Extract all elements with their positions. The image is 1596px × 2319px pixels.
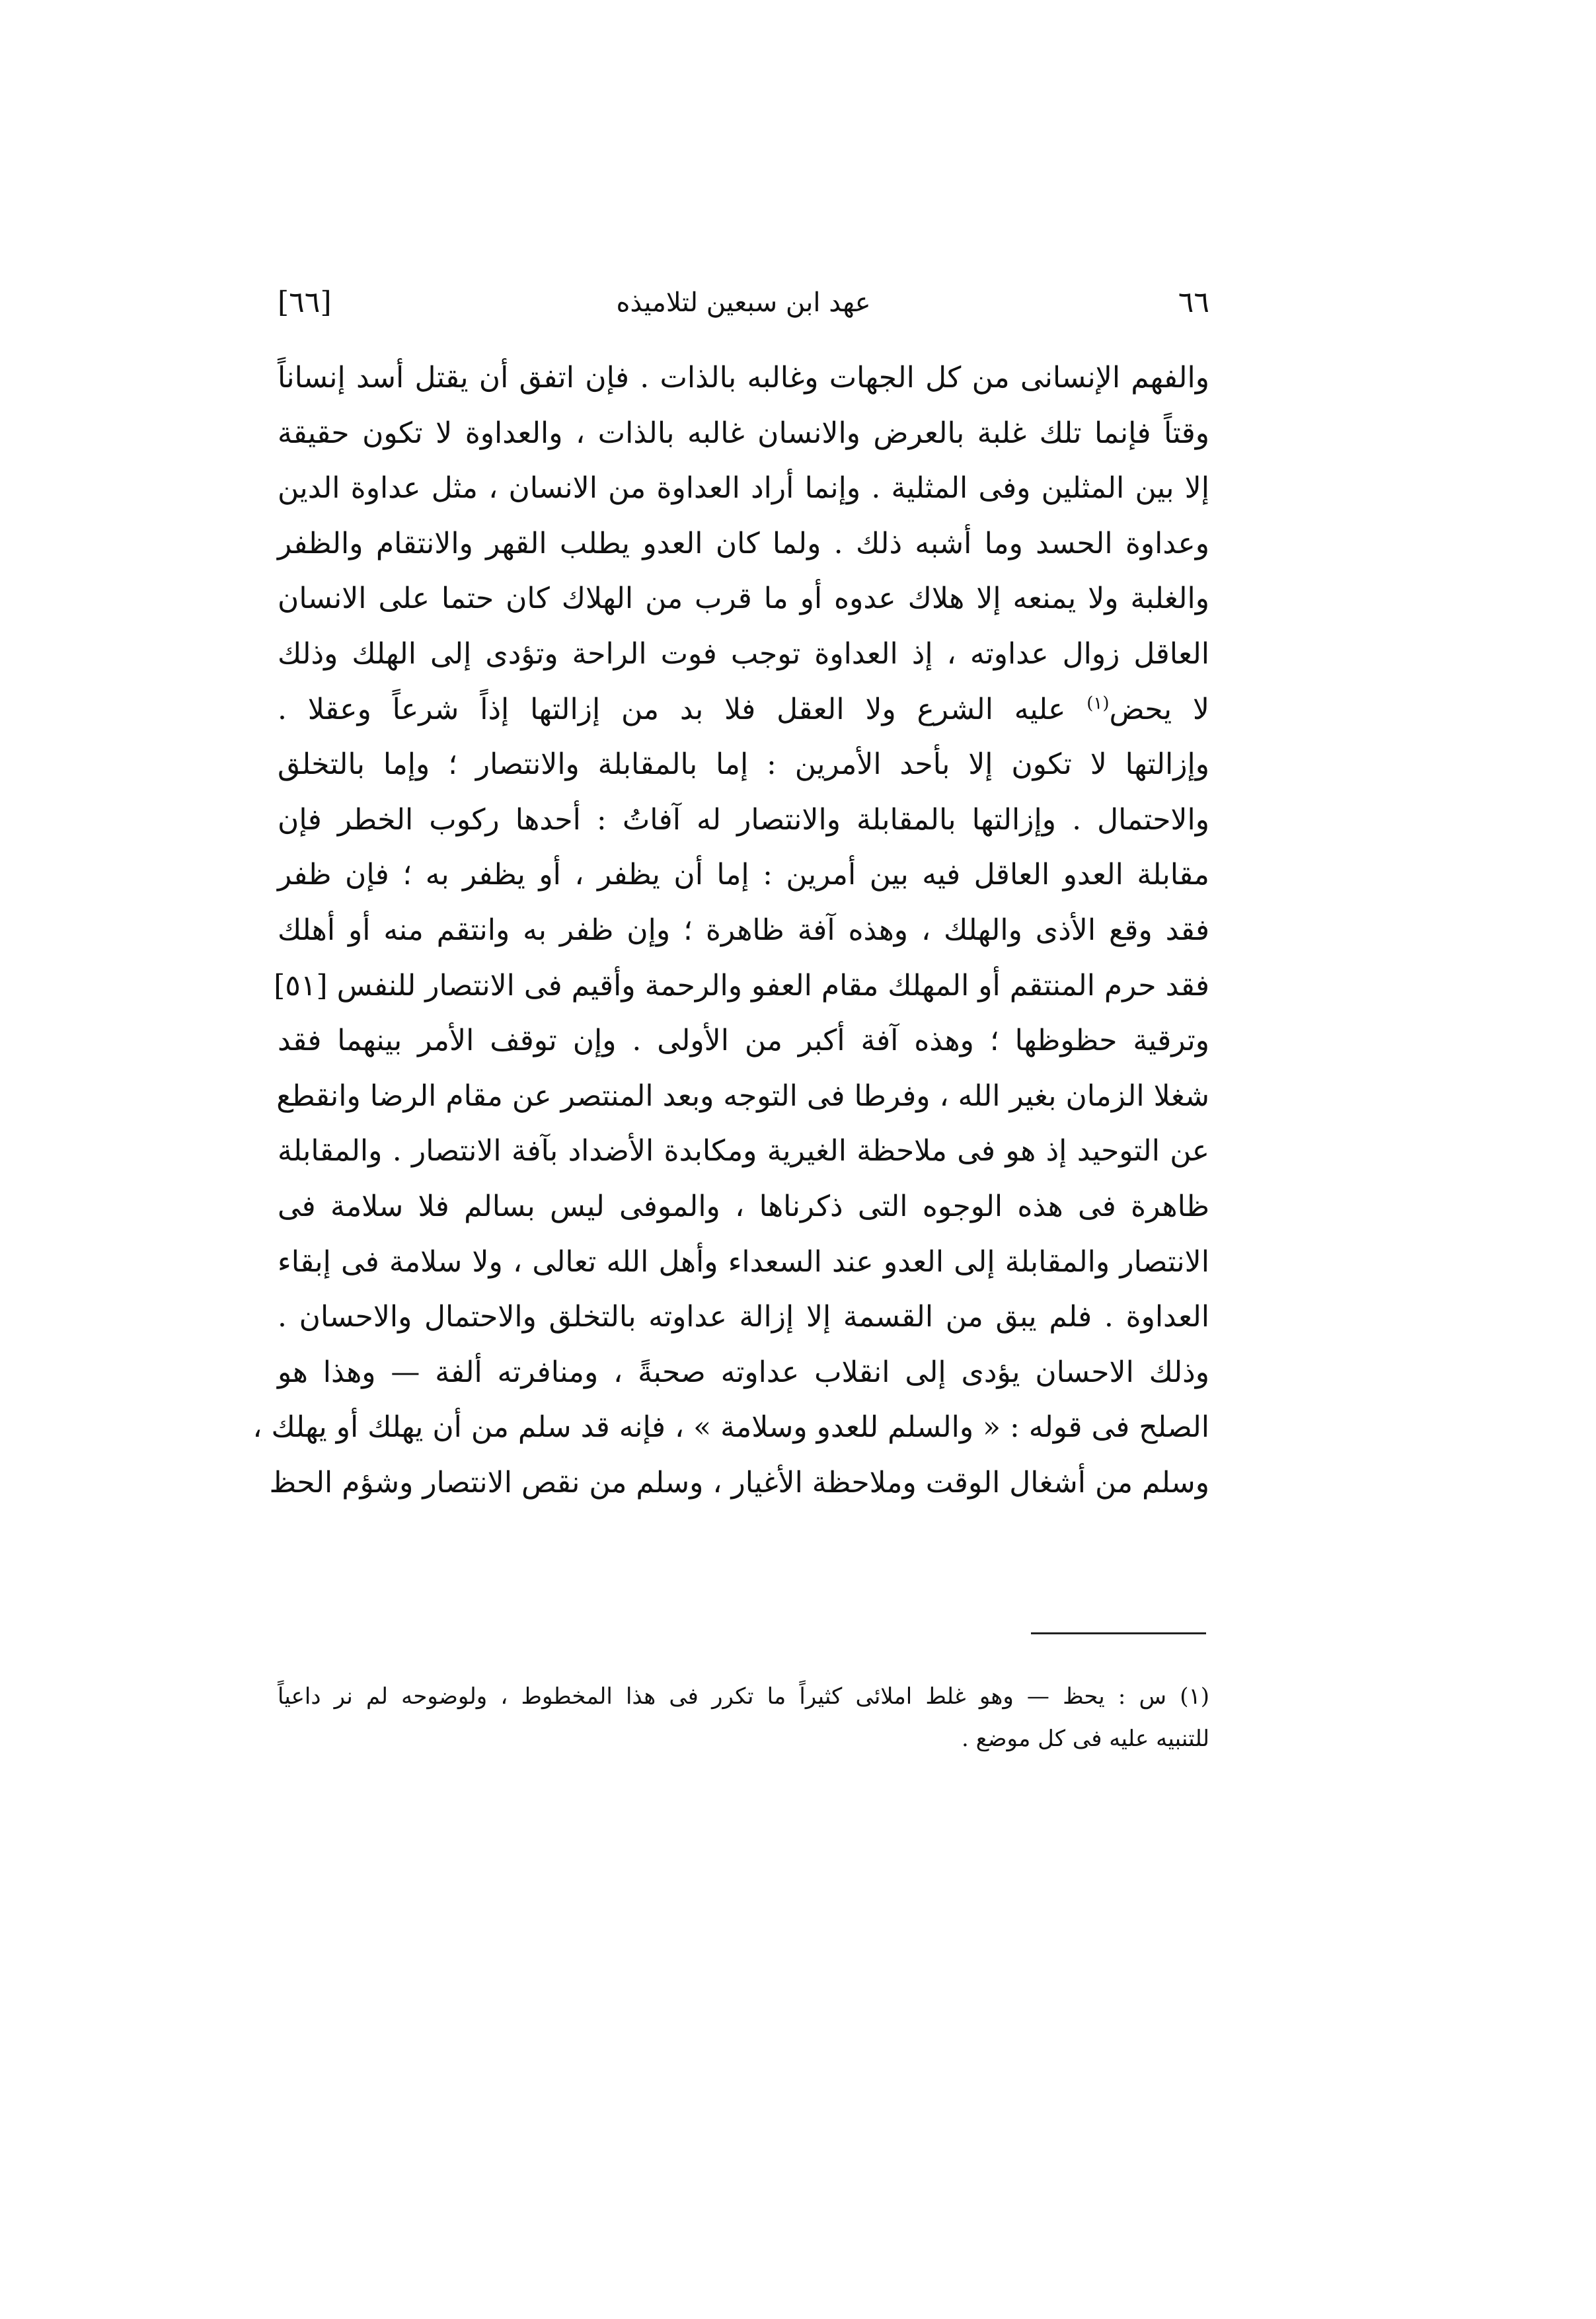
text-line: الانتصار والمقابلة إلى العدو عند السعداء وأهل الله تعالى ، ولا سلامة فى إبقاء bbox=[278, 1244, 1209, 1279]
page-number: ٦٦ bbox=[1178, 285, 1209, 319]
text-line: وعداوة الحسد وما أشبه ذلك . ولما كان العدو يطلب القهر والانتقام والظفر bbox=[278, 526, 1209, 560]
text-line: العاقل زوال عداوته ، إذ العداوة توجب فوت الراحة وتؤدى إلى الهلك وذلك bbox=[278, 636, 1209, 671]
text-line: عن التوحيد إذ هو فى ملاحظة الغيرية ومكابدة الأضداد بآفة الانتصار . والمقابلة bbox=[278, 1134, 1209, 1168]
main-text bbox=[252, 350, 1209, 1510]
text-line: وإزالتها لا تكون إلا بأحد الأمرين : إما بالمقابلة والانتصار ؛ وإما بالتخلق bbox=[278, 747, 1209, 782]
footnote-line: للتنبيه عليه فى كل موضع . bbox=[961, 1726, 1209, 1752]
footnote-reference: (١) bbox=[1086, 693, 1110, 713]
text-line: ظاهرة فى هذه الوجوه التى ذكرناها ، والموفى ليس بسالم فلا سلامة فى bbox=[278, 1189, 1209, 1223]
text-line: والفهم الإنسانى من كل الجهات وغالبه بالذات . فإن اتفق أن يقتل أسد إنساناً bbox=[278, 361, 1209, 395]
text-fragment: عليه الشرع ولا العقل فلا بد من إزالتها إذاً شرعاً وعقلا . bbox=[278, 692, 1066, 726]
text-line: والاحتمال . وإزالتها بالمقابلة والانتصار له آفاتُ : أحدها ركوب الخطر فإن bbox=[278, 802, 1209, 837]
text-line: فقد وقع الأذى والهلك ، وهذه آفة ظاهرة ؛ وإن ظفر به وانتقم منه أو أهلك bbox=[278, 913, 1209, 947]
footnote-line: (١) س : يحظ — وهو غلط املائى كثيراً ما تكرر فى هذا المخطوط ، ولوضوحه لم نر داعياً bbox=[278, 1683, 1209, 1710]
text-line: فقد حرم المنتقم أو المهلك مقام العفو والرحمة وأقيم فى الانتصار للنفس [٥١] bbox=[274, 968, 1209, 1003]
footnotes bbox=[278, 1675, 1209, 1760]
text-line: وذلك الاحسان يؤدى إلى انقلاب عداوته صحبةً ، ومنافرته ألفة — وهذا هو bbox=[278, 1355, 1209, 1389]
text-fragment: لا يحض bbox=[1109, 692, 1209, 726]
footnote-divider bbox=[1031, 1632, 1206, 1634]
text-line: وسلم من أشغال الوقت وملاحظة الأغيار ، وسلم من نقص الانتصار وشؤم الحظ bbox=[269, 1465, 1209, 1500]
text-line: وقتاً فإنما تلك غلبة بالعرض والانسان غالبه بالذات ، والعداوة لا تكون حقيقة bbox=[278, 416, 1209, 450]
text-line: العداوة . فلم يبق من القسمة إلا إزالة عداوته بالتخلق والاحتمال والاحسان . bbox=[278, 1300, 1209, 1334]
text-line: شغلا الزمان بغير الله ، وفرطا فى التوجه وبعد المنتصر عن مقام الرضا وانقطع bbox=[276, 1079, 1209, 1113]
original-page-marker: [٦٦] bbox=[278, 285, 332, 319]
text-line-with-footnote-ref bbox=[278, 682, 1209, 738]
text-line: إلا بين المثلين وفى المثلية . وإنما أراد العداوة من الانسان ، مثل عداوة الدين bbox=[278, 471, 1209, 506]
text-line: وترقية حظوظها ؛ وهذه آفة أكبر من الأولى . وإن توقف الأمر بينهما فقد bbox=[278, 1024, 1209, 1058]
text-line: مقابلة العدو العاقل فيه بين أمرين : إما أن يظفر ، أو يظفر به ؛ فإن ظفر bbox=[278, 858, 1209, 892]
running-title: عهد ابن سبعين لتلاميذه bbox=[616, 287, 871, 318]
text-line: الصلح فى قوله : « والسلم للعدو وسلامة » ، فإنه قد سلم من أن يهلك أو يهلك ، bbox=[252, 1410, 1209, 1445]
text-line: والغلبة ولا يمنعه إلا هلاك عدوه أو ما قرب من الهلاك كان حتما على الانسان bbox=[278, 582, 1209, 616]
page-header bbox=[278, 276, 1209, 329]
